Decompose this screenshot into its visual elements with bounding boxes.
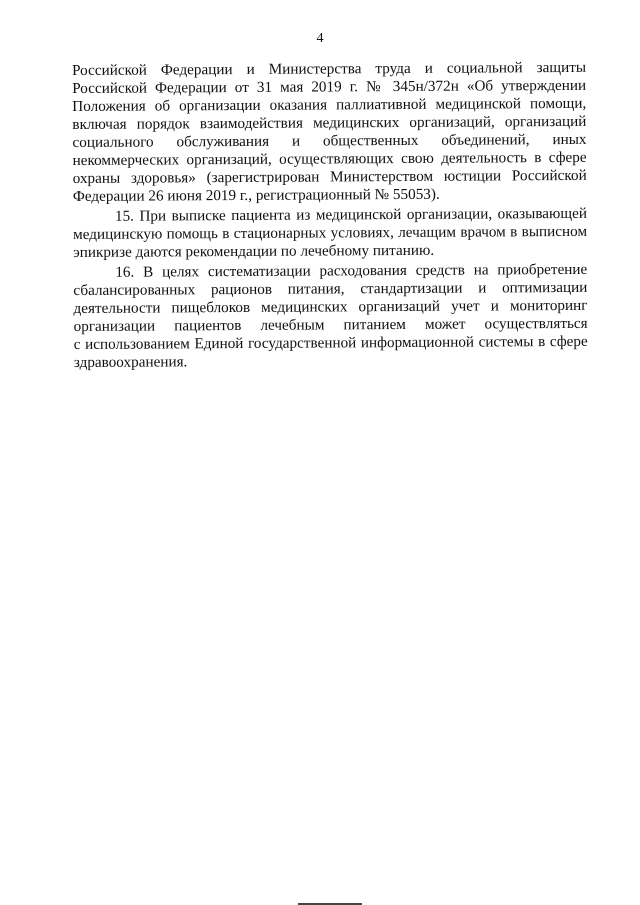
- text-line: эпикризе даются рекомендации по лечебному питанию.: [73, 241, 435, 261]
- text-line: охраны здоровья» (зарегистрирован Министерством юстиции Российской: [72, 166, 587, 187]
- text-line: организации пациентов лечебным питанием может осуществляться: [73, 314, 588, 335]
- text-line: деятельности пищеблоков медицинских организаций учет и мониторинг: [73, 296, 588, 317]
- text-line: медицинскую помощь в стационарных условиях, лечащим врачом в выписном: [73, 222, 588, 243]
- text-line: социального обслуживания и общественных объединений, иных: [72, 130, 587, 151]
- text-line: Положения об организации оказания паллиативной медицинской помощи,: [72, 94, 587, 115]
- page-number: 4: [316, 31, 324, 46]
- document-body: [72, 59, 588, 372]
- text-line: некоммерческих организаций, осуществляющих свою деятельность в сфере: [72, 148, 587, 169]
- text-line: с использованием Единой государственной информационной системы в сфере: [73, 332, 588, 353]
- text-line: Федерации 26 июня 2019 г., регистрационный № 55053).: [72, 185, 440, 205]
- text-line: Российской Федерации от 31 мая 2019 г. № 345н/372н «Об утверждении: [72, 76, 587, 97]
- text-line: сбалансированных рационов питания, стандартизации и оптимизации: [73, 278, 588, 299]
- text-line: 16. В целях систематизации расходования средств на приобретение: [115, 260, 588, 281]
- text-line: Российской Федерации и Министерства труда и социальной защиты: [72, 58, 587, 79]
- text-line: 15. При выписке пациента из медицинской организации, оказывающей: [114, 204, 587, 225]
- continuation-paragraph: [72, 59, 587, 206]
- text-line: включая порядок взаимодействия медицинских организаций, организаций: [72, 112, 587, 133]
- item-16-paragraph: [73, 261, 588, 372]
- text-line: здравоохранения.: [73, 353, 188, 371]
- item-15-paragraph: [73, 205, 587, 262]
